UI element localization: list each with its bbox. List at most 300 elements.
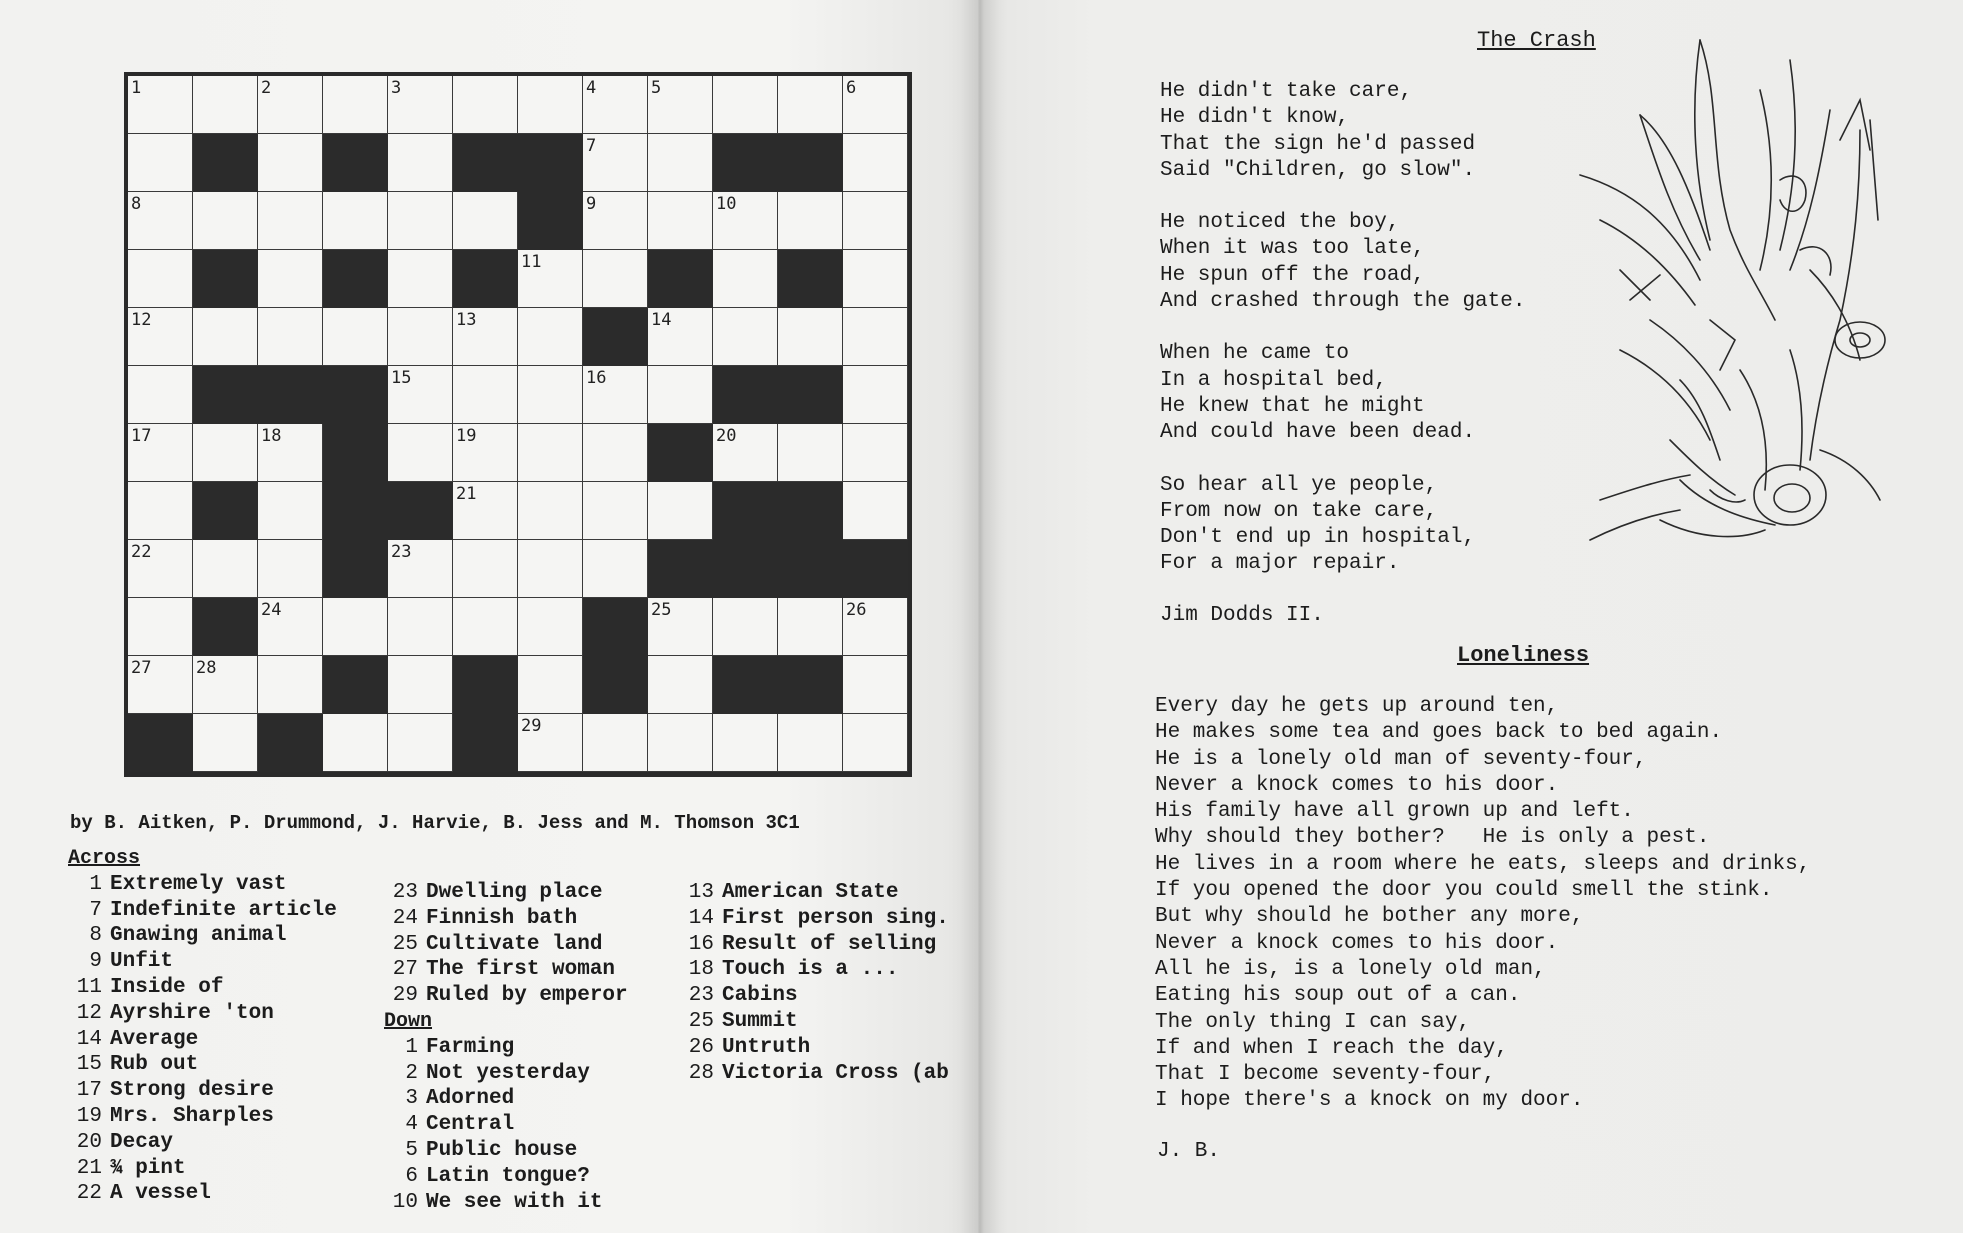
clue-item xyxy=(68,1052,337,1078)
clue-text: Not yesterday xyxy=(426,1061,590,1085)
clue-number: 20 xyxy=(76,1130,102,1154)
crossword-cell xyxy=(843,714,908,772)
crossword-cell xyxy=(843,656,908,714)
crossword-black-cell xyxy=(193,482,258,540)
crossword-cell xyxy=(193,714,258,772)
poem-line: He didn't know, xyxy=(1160,106,1350,130)
crossword-cell xyxy=(388,192,453,250)
crossword-black-cell xyxy=(583,308,648,366)
crossword-cell xyxy=(843,250,908,308)
crossword-clue-number: 6 xyxy=(846,78,857,98)
crossword-black-cell xyxy=(258,366,323,424)
crossword-black-cell xyxy=(518,134,583,192)
clue-item xyxy=(68,1156,337,1182)
crossword-cell xyxy=(258,76,323,134)
crossword-black-cell xyxy=(193,250,258,308)
clue-text: Farming xyxy=(426,1035,515,1059)
left-page xyxy=(0,0,978,1233)
crossword-clue-number: 18 xyxy=(261,426,282,446)
poem-line: He knew that he might xyxy=(1160,394,1425,418)
clue-item xyxy=(68,898,337,924)
crossword-cell xyxy=(778,308,843,366)
crossword-cell xyxy=(648,714,713,772)
poem-line: When he came to xyxy=(1160,342,1350,366)
clue-text: We see with it xyxy=(426,1190,603,1214)
clue-item xyxy=(680,1061,978,1087)
crossword-clue-number: 19 xyxy=(456,426,477,446)
crossword-cell xyxy=(583,482,648,540)
poem-line: That the sign he'd passed xyxy=(1160,132,1476,156)
crossword-black-cell xyxy=(388,482,453,540)
clue-item xyxy=(384,880,628,906)
poem-line: He makes some tea and goes back to bed again. xyxy=(1155,721,1723,745)
crossword-cell xyxy=(388,308,453,366)
poem-line: Never a knock comes to his door. xyxy=(1155,931,1559,955)
poem-author-crash: Jim Dodds II. xyxy=(1160,604,1324,627)
clue-text: Inside of xyxy=(110,975,224,999)
clue-item xyxy=(680,1009,978,1035)
clue-text: Ruled by emperor xyxy=(426,984,628,1008)
crossword-cell xyxy=(323,76,388,134)
crossword-cell xyxy=(583,76,648,134)
clue-number: 29 xyxy=(392,984,418,1008)
crossword-cell xyxy=(193,192,258,250)
clue-text: Public house xyxy=(426,1138,578,1162)
crossword-cell xyxy=(388,656,453,714)
crossword-black-cell xyxy=(128,714,193,772)
crossword-cell xyxy=(128,598,193,656)
clue-number: 11 xyxy=(76,975,102,999)
crossword-cell xyxy=(258,598,323,656)
crossword-cell xyxy=(518,540,583,598)
clue-number: 3 xyxy=(405,1087,418,1111)
crossword-cell xyxy=(648,192,713,250)
crossword-cell xyxy=(518,76,583,134)
poem-line: So hear all ye people, xyxy=(1160,473,1438,497)
crossword-cell xyxy=(713,192,778,250)
crossword-cell xyxy=(518,656,583,714)
crossword-cell xyxy=(583,714,648,772)
down-heading: Down xyxy=(384,1009,433,1033)
poem-line: His family have all grown up and left. xyxy=(1155,800,1634,824)
crossword-grid xyxy=(124,72,912,777)
clue-text: American State xyxy=(722,881,899,904)
crossword-black-cell xyxy=(193,134,258,192)
clue-number: 14 xyxy=(688,906,714,930)
crossword-clue-number: 16 xyxy=(586,368,607,388)
crossword-cell xyxy=(193,308,258,366)
crossword-cell xyxy=(388,76,453,134)
poem-line: He spun off the road, xyxy=(1160,263,1425,287)
clue-text: ¾ pint xyxy=(110,1156,186,1180)
poem-line: Don't end up in hospital, xyxy=(1160,526,1476,550)
clue-item xyxy=(68,1027,337,1053)
crossword-cell xyxy=(323,192,388,250)
crossword-cell xyxy=(258,482,323,540)
crossword-clue-number: 8 xyxy=(131,194,142,214)
crossword-cell xyxy=(128,250,193,308)
poem-line: And could have been dead. xyxy=(1160,421,1476,445)
crossword-black-cell xyxy=(323,366,388,424)
clue-text: Average xyxy=(110,1027,199,1051)
crossword-cell xyxy=(583,134,648,192)
clue-number: 25 xyxy=(392,932,418,956)
crossword-black-cell xyxy=(713,134,778,192)
poem-line: If and when I reach the day, xyxy=(1155,1036,1508,1060)
clue-text: Indefinite article xyxy=(110,898,337,922)
crossword-clue-number: 20 xyxy=(716,426,737,446)
crossword-clue-number: 11 xyxy=(521,252,542,272)
crossword-black-cell xyxy=(453,134,518,192)
crossword-clue-number: 21 xyxy=(456,484,477,504)
crossword-cell xyxy=(453,76,518,134)
clue-text: Finnish bath xyxy=(426,906,578,930)
crossword-cell xyxy=(843,76,908,134)
crossword-cell xyxy=(323,308,388,366)
clue-item xyxy=(68,1078,337,1104)
clue-number: 10 xyxy=(392,1190,418,1214)
clue-number: 1 xyxy=(89,872,102,896)
crossword-black-cell xyxy=(323,250,388,308)
clue-number: 28 xyxy=(688,1061,714,1085)
clue-text: Gnawing animal xyxy=(110,924,287,948)
crossword-cell xyxy=(193,540,258,598)
clue-item xyxy=(680,906,978,932)
clue-item xyxy=(384,1112,628,1138)
crossword-cell xyxy=(648,366,713,424)
crossword-clue-number: 9 xyxy=(586,194,597,214)
clue-item xyxy=(384,1086,628,1112)
clue-number: 13 xyxy=(688,881,714,904)
poem-line: From now on take care, xyxy=(1160,499,1438,523)
crossword-cell xyxy=(258,134,323,192)
crossword-clue-number: 14 xyxy=(651,310,672,330)
clue-number: 22 xyxy=(76,1182,102,1206)
crossword-clue-number: 1 xyxy=(131,78,142,98)
clue-item xyxy=(680,1035,978,1061)
crossword-black-cell xyxy=(323,424,388,482)
poem-line: I hope there's a knock on my door. xyxy=(1155,1089,1584,1113)
crossword-black-cell xyxy=(258,714,323,772)
crossword-cell xyxy=(583,366,648,424)
crossword-black-cell xyxy=(713,482,778,540)
clue-item xyxy=(384,1190,628,1216)
clue-item xyxy=(384,957,628,983)
poem-line: Every day he gets up around ten, xyxy=(1155,695,1559,718)
poem-title-the-crash: The Crash xyxy=(1477,28,1596,53)
crossword-cell xyxy=(193,424,258,482)
clue-text: Summit xyxy=(722,1009,798,1033)
clue-text: Decay xyxy=(110,1130,174,1154)
crossword-clue-number: 27 xyxy=(131,658,152,678)
clue-text: Untruth xyxy=(722,1035,811,1059)
clue-item xyxy=(680,957,978,983)
crossword-cell xyxy=(713,76,778,134)
crossword-black-cell xyxy=(843,540,908,598)
crossword-clue-number: 5 xyxy=(651,78,662,98)
crossword-black-cell xyxy=(648,250,713,308)
crossword-cell xyxy=(453,424,518,482)
crossword-cell xyxy=(453,308,518,366)
crossword-cell xyxy=(128,134,193,192)
clue-number: 23 xyxy=(392,881,418,904)
poem-line: But why should he bother any more, xyxy=(1155,905,1584,929)
clue-number: 21 xyxy=(76,1156,102,1180)
poem-line: The only thing I can say, xyxy=(1155,1010,1471,1034)
crossword-cell xyxy=(453,482,518,540)
clue-item xyxy=(68,872,337,898)
crossword-black-cell xyxy=(323,656,388,714)
clue-text: Latin tongue? xyxy=(426,1164,590,1188)
crossword-cell xyxy=(648,76,713,134)
crossword-cell xyxy=(648,308,713,366)
crossword-black-cell xyxy=(583,598,648,656)
crossword-clue-number: 13 xyxy=(456,310,477,330)
clue-text: Ayrshire 'ton xyxy=(110,1001,274,1025)
crossword-cell xyxy=(258,656,323,714)
crossword-black-cell xyxy=(193,598,258,656)
crossword-cell xyxy=(583,424,648,482)
crossword-cell xyxy=(258,250,323,308)
clue-text: Dwelling place xyxy=(426,881,603,904)
crossword-cell xyxy=(583,540,648,598)
clue-item xyxy=(680,983,978,1009)
crossword-black-cell xyxy=(583,656,648,714)
crossword-cell xyxy=(778,192,843,250)
crossword-cell xyxy=(778,714,843,772)
clue-number: 7 xyxy=(89,898,102,922)
clue-item xyxy=(68,923,337,949)
crossword-clue-number: 15 xyxy=(391,368,412,388)
clue-text: Central xyxy=(426,1113,515,1137)
poem-line: All he is, is a lonely old man, xyxy=(1155,957,1546,981)
crossword-cell xyxy=(648,134,713,192)
clue-text: Unfit xyxy=(110,950,174,974)
crossword-cell xyxy=(583,192,648,250)
poem-line: Why should they bother? He is only a pest. xyxy=(1155,826,1710,850)
crossword-cell xyxy=(258,192,323,250)
crossword-cell xyxy=(388,598,453,656)
crossword-cell xyxy=(128,540,193,598)
crossword-clue-number: 28 xyxy=(196,658,217,678)
clue-number: 16 xyxy=(688,932,714,956)
crossword-black-cell xyxy=(778,656,843,714)
clue-text: Cabins xyxy=(722,984,798,1008)
crossword-black-cell xyxy=(648,540,713,598)
clue-text: Cultivate land xyxy=(426,932,603,956)
crossword-clue-number: 10 xyxy=(716,194,737,214)
crossword-clue-number: 2 xyxy=(261,78,272,98)
crossword-cell xyxy=(388,714,453,772)
poem-the-crash xyxy=(1160,79,1525,578)
clue-number: 14 xyxy=(76,1027,102,1051)
clue-item xyxy=(68,1104,337,1130)
clue-text: First person sing. xyxy=(722,906,949,930)
clue-item xyxy=(68,949,337,975)
clue-number: 18 xyxy=(688,958,714,982)
crossword-cell xyxy=(843,424,908,482)
clue-text: The first woman xyxy=(426,958,616,982)
crossword-cell xyxy=(583,250,648,308)
crossword-cell xyxy=(258,308,323,366)
clue-number: 17 xyxy=(76,1079,102,1103)
clue-item xyxy=(384,1035,628,1061)
crossword-clue-number: 24 xyxy=(261,600,282,620)
crossword-clue-number: 7 xyxy=(586,136,597,156)
crossword-cell xyxy=(843,192,908,250)
poem-line: He is a lonely old man of seventy-four, xyxy=(1155,747,1647,771)
crossword-black-cell xyxy=(323,482,388,540)
clue-item xyxy=(68,1001,337,1027)
crossword-cell xyxy=(713,424,778,482)
crossword-cell xyxy=(323,714,388,772)
crossword-cell xyxy=(518,308,583,366)
crossword-black-cell xyxy=(518,192,583,250)
poem-line: Never a knock comes to his door. xyxy=(1155,773,1559,797)
crossword-clue-number: 12 xyxy=(131,310,152,330)
clue-number: 4 xyxy=(405,1113,418,1137)
clue-item xyxy=(384,1061,628,1087)
clue-text: Touch is a ... xyxy=(722,958,899,982)
clue-number: 26 xyxy=(688,1035,714,1059)
crossword-black-cell xyxy=(778,250,843,308)
poem-loneliness xyxy=(1155,694,1810,1115)
clue-number: 19 xyxy=(76,1104,102,1128)
clues-column-1 xyxy=(68,846,337,1207)
flame-sketch-illustration xyxy=(1560,20,1900,565)
crossword-black-cell xyxy=(713,540,778,598)
crossword-cell xyxy=(128,424,193,482)
crossword-cell xyxy=(713,308,778,366)
crossword-credits: by B. Aitken, P. Drummond, J. Harvie, B. Jess and M. Thomson 3C1 xyxy=(70,812,800,834)
crossword-clue-number: 22 xyxy=(131,542,152,562)
clue-item xyxy=(384,906,628,932)
poem-line: He noticed the boy, xyxy=(1160,211,1400,235)
crossword-cell xyxy=(518,598,583,656)
crossword-cell xyxy=(518,714,583,772)
crossword-clue-number: 17 xyxy=(131,426,152,446)
clue-number: 23 xyxy=(688,984,714,1008)
clue-number: 5 xyxy=(405,1138,418,1162)
crossword-cell xyxy=(648,482,713,540)
crossword-cell xyxy=(518,366,583,424)
crossword-cell xyxy=(128,482,193,540)
clue-item xyxy=(680,932,978,958)
clue-number: 15 xyxy=(76,1053,102,1077)
crossword-black-cell xyxy=(713,656,778,714)
crossword-black-cell xyxy=(323,134,388,192)
crossword-cell xyxy=(648,598,713,656)
crossword-black-cell xyxy=(453,656,518,714)
crossword-cell xyxy=(193,656,258,714)
clue-number: 9 xyxy=(89,950,102,974)
crossword-cell xyxy=(453,192,518,250)
clue-number: 27 xyxy=(392,958,418,982)
clue-item xyxy=(68,1130,337,1156)
crossword-cell xyxy=(193,76,258,134)
crossword-black-cell xyxy=(778,134,843,192)
crossword-cell xyxy=(388,540,453,598)
clue-text: Strong desire xyxy=(110,1079,274,1103)
poem-line: In a hospital bed, xyxy=(1160,368,1387,392)
crossword-black-cell xyxy=(778,366,843,424)
crossword-cell xyxy=(128,656,193,714)
clue-item xyxy=(68,1181,337,1207)
crossword-cell xyxy=(388,134,453,192)
poem-line: For a major repair. xyxy=(1160,552,1400,576)
crossword-black-cell xyxy=(713,366,778,424)
clue-text: Mrs. Sharples xyxy=(110,1104,274,1128)
page-fold xyxy=(960,0,1000,1233)
crossword-cell xyxy=(128,76,193,134)
clue-item xyxy=(68,975,337,1001)
clue-text: Extremely vast xyxy=(110,872,287,896)
crossword-cell xyxy=(258,540,323,598)
poem-title-loneliness: Loneliness xyxy=(1457,643,1590,668)
clue-item xyxy=(384,932,628,958)
clues-column-2 xyxy=(384,880,628,1215)
crossword-clue-number: 25 xyxy=(651,600,672,620)
poem-line: Eating his soup out of a can. xyxy=(1155,984,1521,1008)
crossword-cell xyxy=(128,192,193,250)
crossword-cell xyxy=(648,656,713,714)
crossword-black-cell xyxy=(323,540,388,598)
clues-column-3 xyxy=(680,880,978,1086)
poem-line: When it was too late, xyxy=(1160,237,1425,261)
crossword-cell xyxy=(453,366,518,424)
crossword-cell xyxy=(453,540,518,598)
crossword-clue-number: 3 xyxy=(391,78,402,98)
crossword-black-cell xyxy=(648,424,713,482)
clue-item xyxy=(384,1164,628,1190)
crossword-cell xyxy=(713,714,778,772)
clue-text: Victoria Cross (ab xyxy=(722,1061,949,1085)
crossword-cell xyxy=(778,424,843,482)
crossword-cell xyxy=(388,250,453,308)
crossword-clue-number: 26 xyxy=(846,600,867,620)
crossword-cell xyxy=(843,366,908,424)
crossword-cell xyxy=(843,482,908,540)
poem-line: If you opened the door you could smell the stink. xyxy=(1155,879,1773,903)
crossword-cell xyxy=(323,598,388,656)
clue-item xyxy=(680,880,978,906)
clue-number: 12 xyxy=(76,1001,102,1025)
crossword-clue-number: 29 xyxy=(521,716,542,736)
clue-number: 1 xyxy=(405,1035,418,1059)
crossword-cell xyxy=(778,598,843,656)
crossword-black-cell xyxy=(778,482,843,540)
poem-line: Said "Children, go slow". xyxy=(1160,158,1476,182)
crossword-cell xyxy=(843,134,908,192)
crossword-cell xyxy=(713,598,778,656)
crossword-cell xyxy=(258,424,323,482)
crossword-cell xyxy=(843,598,908,656)
crossword-black-cell xyxy=(778,540,843,598)
crossword-cell xyxy=(843,308,908,366)
crossword-cell xyxy=(388,424,453,482)
crossword-cell xyxy=(713,250,778,308)
poem-line: And crashed through the gate. xyxy=(1160,290,1526,314)
poem-author-loneliness: J. B. xyxy=(1157,1140,1221,1163)
crossword-cell xyxy=(518,482,583,540)
crossword-cell xyxy=(778,76,843,134)
poem-line: He lives in a room where he eats, sleeps and drinks, xyxy=(1155,852,1811,876)
crossword-black-cell xyxy=(453,714,518,772)
across-heading: Across xyxy=(68,847,141,870)
clue-number: 24 xyxy=(392,906,418,930)
clue-text: Rub out xyxy=(110,1053,199,1077)
crossword-cell xyxy=(453,598,518,656)
